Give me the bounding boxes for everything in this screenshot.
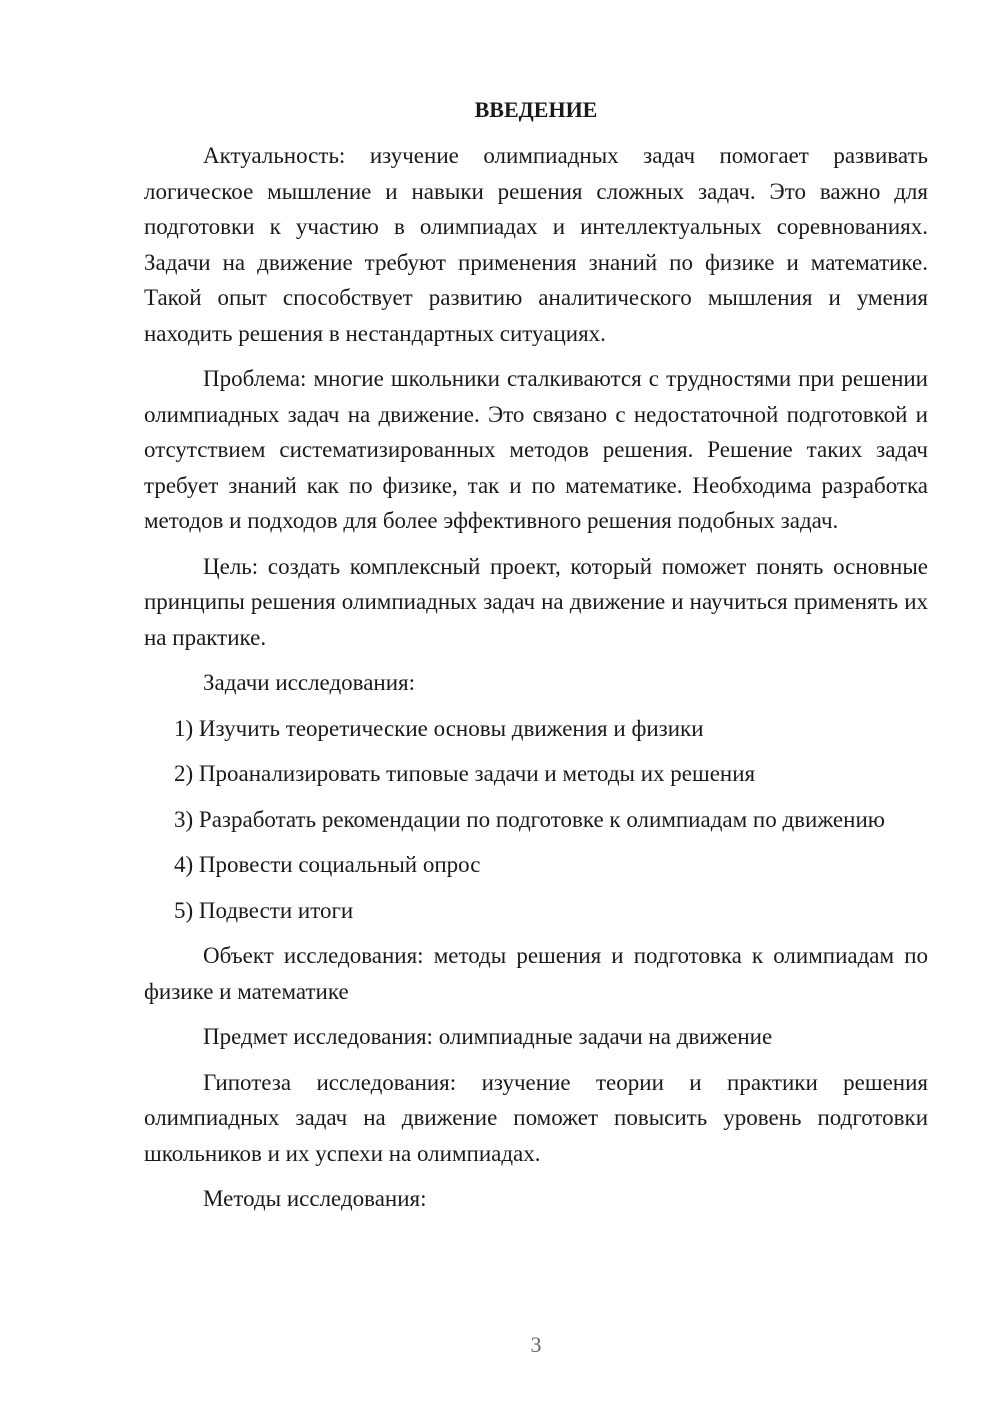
task-item-1: 1) Изучить теоретические основы движения и физики [174,715,704,741]
page-number: 3 [530,1332,542,1357]
section-title: ВВЕДЕНИЕ [474,97,598,122]
task-item-3: 3) Разработать рекомендации по подготовке к олимпиадам по движению [174,806,885,832]
relevance-paragraph: Актуальность: изучение олимпиадных задач помогает развивать логическое мышление и навыки решения сложных задач. Это важно для подготовки к участию в олимпиадах и интеллектуальных соревнованиях. Задачи на движение требуют применения знаний по физике и математике. Такой опыт способствует развитию аналитического мышления и умения находить решения в нестандартных ситуациях. [144,143,928,346]
object-paragraph: Объект исследования: методы решения и подготовка к олимпиадам по физике и математике [144,943,928,1004]
methods-heading: Методы исследования: [203,1186,427,1211]
task-item-5: 5) Подвести итоги [174,897,354,923]
tasks-heading: Задачи исследования: [203,670,416,695]
task-item-4: 4) Провести социальный опрос [174,852,481,877]
page-content [144,92,928,1227]
subject-paragraph: Предмет исследования: олимпиадные задачи на движение [203,1024,773,1049]
problem-paragraph: Проблема: многие школьники сталкиваются с трудностями при решении олимпиадных задач на движение. Это связано с недостаточной подготовкой и отсутствием систематизированных методов решения. Решение таких задач требует знаний как по физике, так и по математике. Необходима разработка методов и подходов для более эффективного решения подобных задач. [144,366,928,533]
hypothesis-paragraph: Гипотеза исследования: изучение теории и практики решения олимпиадных задач на движение поможет повысить уровень подготовки школьников и их успехи на олимпиадах. [144,1069,928,1166]
task-item-2: 2) Проанализировать типовые задачи и методы их решения [174,761,756,786]
goal-paragraph: Цель: создать комплексный проект, который поможет понять основные принципы решения олимпиадных задач на движение и научиться применять их на практике. [144,553,928,650]
